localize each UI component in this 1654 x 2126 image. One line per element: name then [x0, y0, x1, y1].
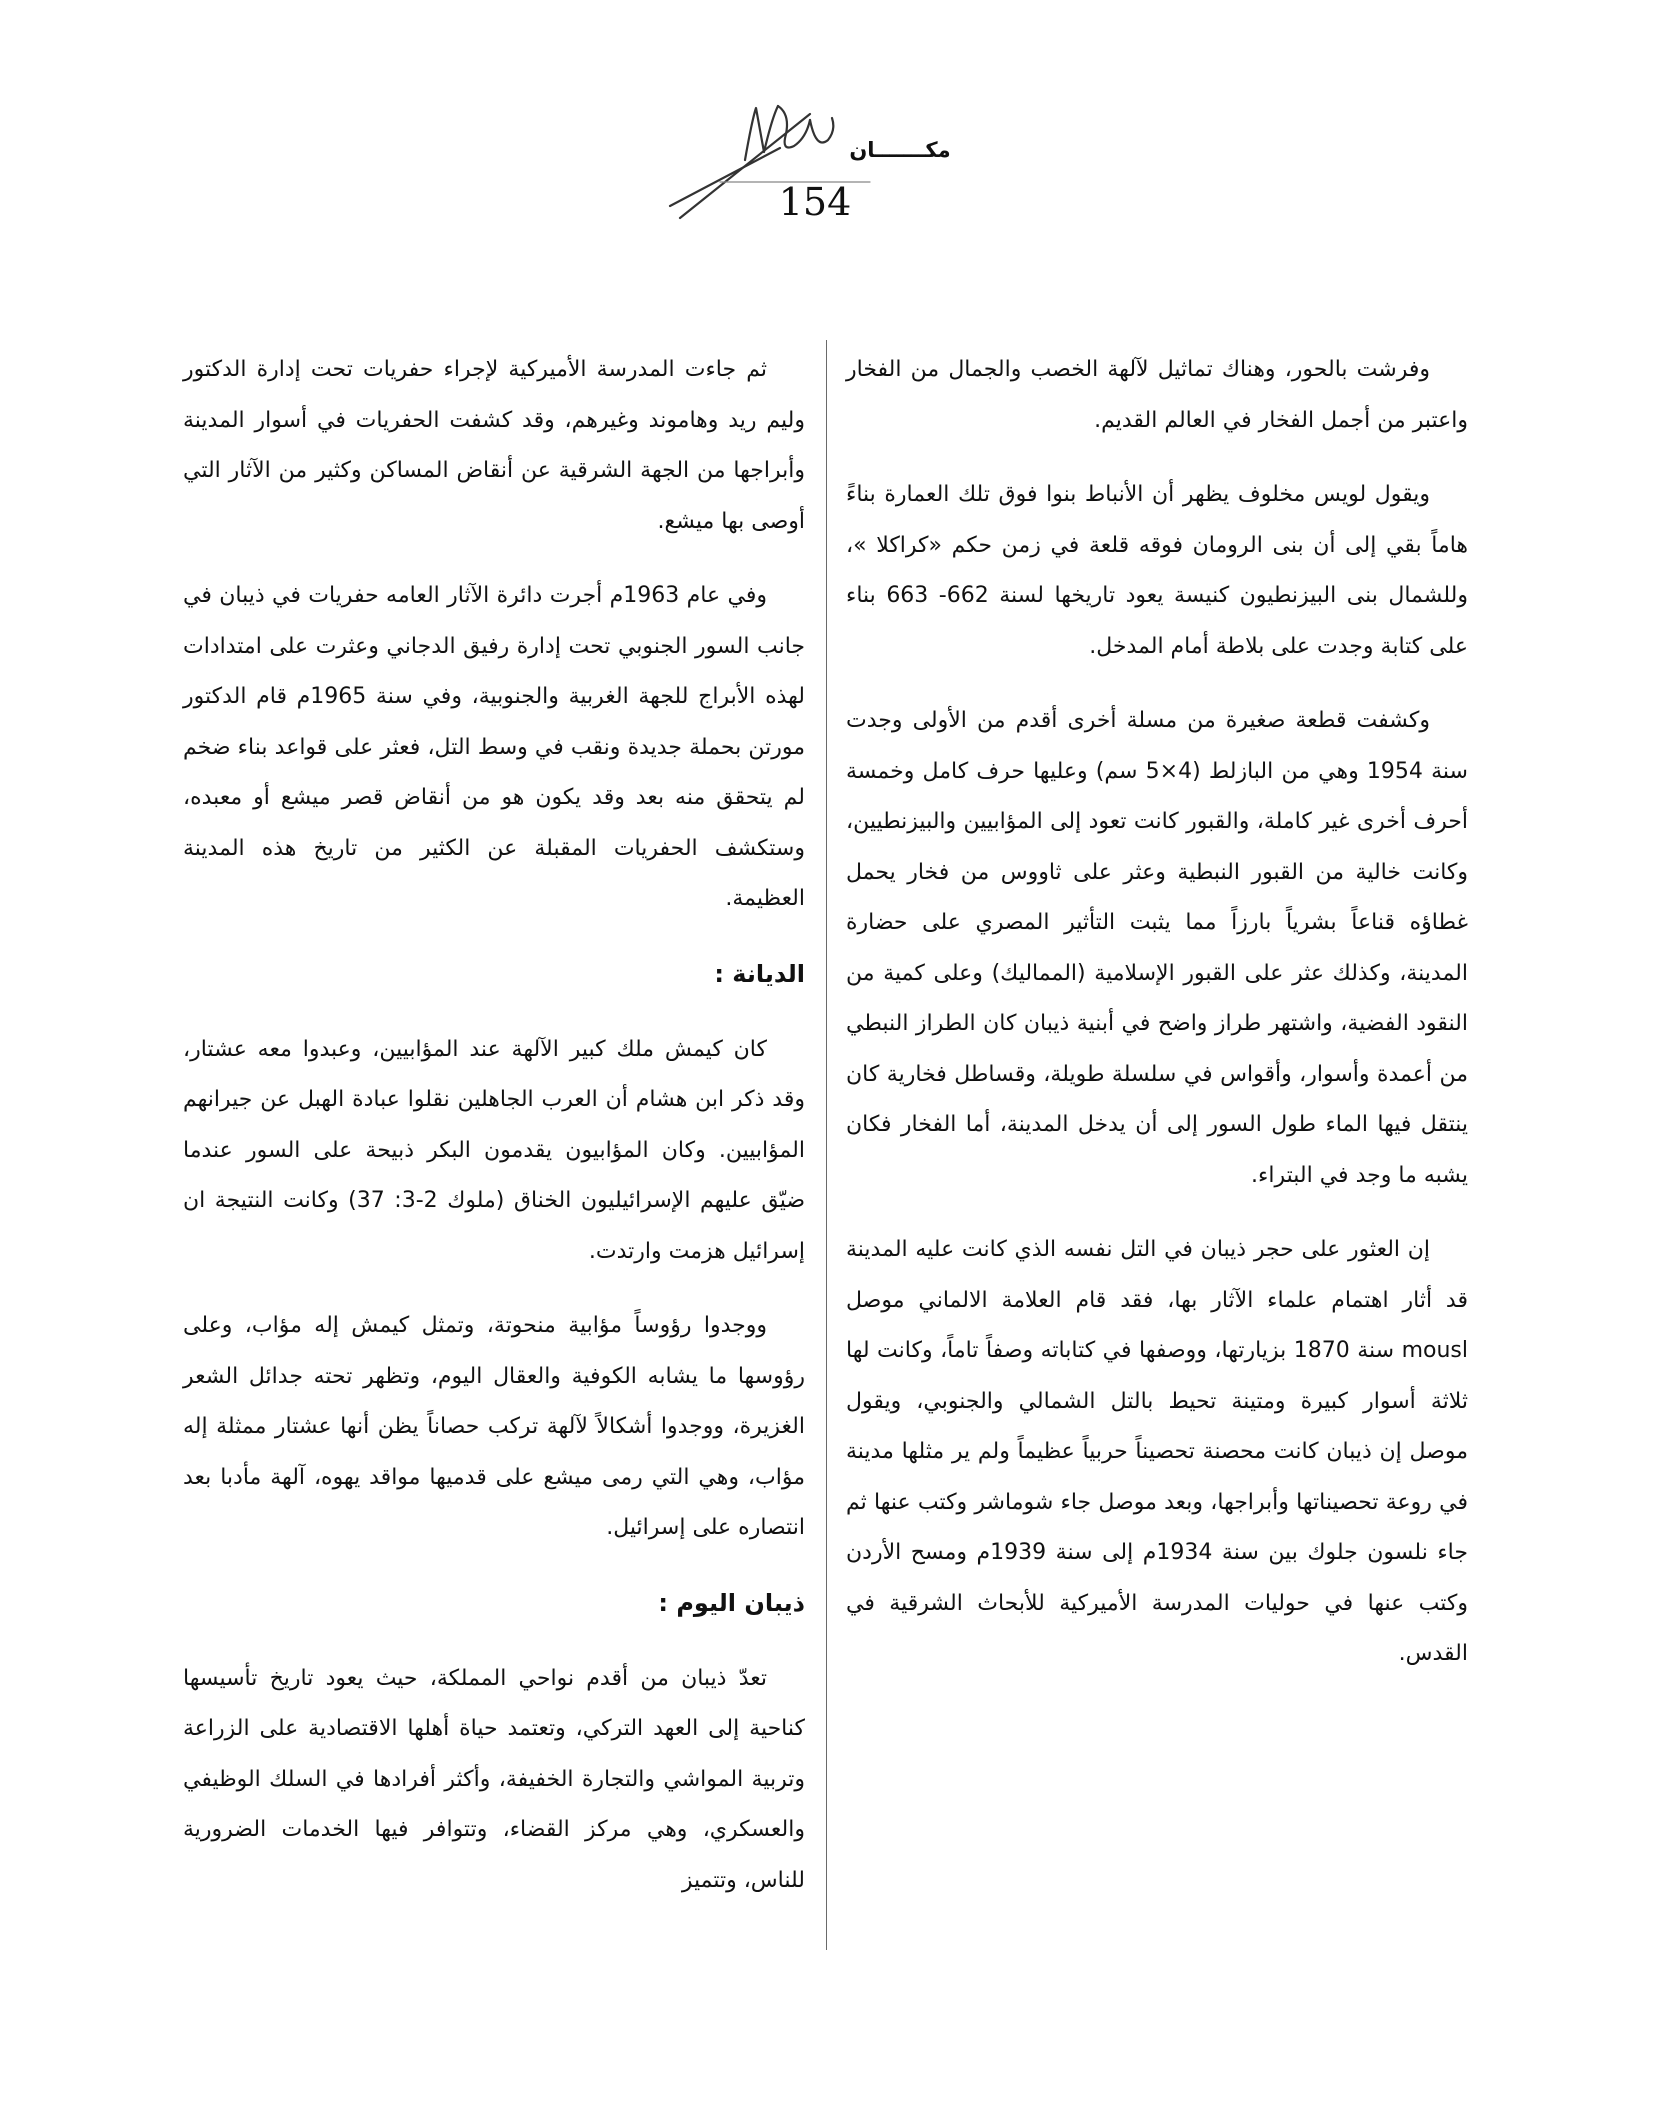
page-header: [0, 0, 1654, 260]
magazine-name: مكـــــــان: [849, 138, 951, 162]
paragraph: وفرشت بالحور، وهناك تماثيل لآلهة الخصب والجمال من الفخار واعتبر من أجمل الفخار في العالم القديم.: [846, 357, 1468, 433]
paragraph: وكشفت قطعة صغيرة من مسلة أخرى أقدم من الأولى وجدت سنة 1954 وهي من البازلط (4×5 سم) وعليها حرف كامل وخمسة أحرف أخرى غير كاملة، والقبور كانت تعود إلى المؤابيين والبيزنطيين، وكانت خالية من القبور النبطية وعثر على ثاووس من فخار يحمل غطاؤه قناعاً بشرياً بارزاً مما يثبت التأثير المصري على حضارة المدينة، وكذلك عثر على القبور الإسلامية (المماليك) وعلى كمية من النقود الفضية، واشتهر طراز واضح في أبنية ذيبان كان الطراز النبطي من أعمدة وأسوار، وأقواس في سلسلة طويلة، وقساطل فخارية كان ينتقل فيها الماء طول السور إلى أن يدخل المدينة، أما الفخار فكان يشبه ما وجد في البتراء.: [846, 708, 1468, 1188]
paragraph: إن العثور على حجر ذيبان في التل نفسه الذي كانت عليه المدينة قد أثار اهتمام علماء الآثار بها، فقد قام العلامة الالماني موصل mousl سنة 1870 بزيارتها، ووصفها في كتاباته وصفاً تاماً، وكانت لها ثلاثة أسوار كبيرة ومتينة تحيط بالتل الشمالي والجنوبي، ويقول موصل إن ذيبان كانت محصنة تحصيناً حربياً عظيماً ولم ير مثلها مدينة في روعة تحصيناتها وأبراجها، وبعد موصل جاء شوماشر وكتب عنها ثم جاء نلسون جلوك بين سنة 1934م إلى سنة 1939م ومسح الأردن وكتب عنها في حوليات المدرسة الأميركية للأبحاث الشرقية في القدس.: [846, 1237, 1468, 1666]
left-column: [183, 345, 805, 1930]
column-divider: [826, 340, 827, 1950]
paragraph: تعدّ ذيبان من أقدم نواحي المملكة، حيث يعود تاريخ تأسيسها كناحية إلى العهد التركي، وتعتمد حياة أهلها الاقتصادية على الزراعة وتربية المواشي والتجارة الخفيفة، وأكثر أفرادها في السلك الوظيفي والعسكري، وهي مركز القضاء، وتتوافر فيها الخدمات الضرورية للناس، وتتميز: [183, 1665, 805, 1893]
paragraph: وفي عام 1963م أجرت دائرة الآثار العامه حفريات في ذيبان في جانب السور الجنوبي تحت إدارة رفيق الدجاني وعثرت على امتدادات لهذه الأبراج للجهة الغربية والجنوبية، وفي سنة 1965م قام الدكتور مورتن بحملة جديدة ونقب في وسط التل، فعثر على قواعد بناء ضخم لم يتحقق منه بعد وقد يكون هو من أنقاض قصر ميشع أو معبده، وستكشف الحفريات المقبلة عن الكثير من تاريخ هذه المدينة العظيمة.: [183, 583, 805, 911]
page-number: 154: [778, 180, 852, 224]
paragraph: ويقول لويس مخلوف يظهر أن الأنباط بنوا فوق تلك العمارة بناءً هاماً بقي إلى أن بنى الرومان فوقه قلعة في زمن حكم «كراكلا »، وللشمال بنى البيزنطيون كنيسة يعود تاريخها لسنة 662- 663 بناء على كتابة وجدت على بلاطة أمام المدخل.: [846, 482, 1468, 659]
paragraph: ثم جاءت المدرسة الأميركية لإجراء حفريات تحت إدارة الدكتور وليم ريد وهاموند وغيرهم، وقد كشفت الحفريات في أسوار المدينة وأبراجها من الجهة الشرقية عن أنقاض المساكن وكثير من الآثار التي أوصى بها ميشع.: [183, 357, 805, 534]
paragraph: ووجدوا رؤوساً مؤابية منحوتة، وتمثل كيمش إله مؤاب، وعلى رؤوسها ما يشابه الكوفية والعقال اليوم، وتظهر تحته جدائل الشعر الغزيرة، ووجدوا أشكالاً لآلهة تركب حصاناً يظن أنها عشتار ممثلة إله مؤاب، وهي التي رمى ميشع على قدميها مواقد يهوه، آلهة مأدبا بعد انتصاره على إسرائيل.: [183, 1313, 805, 1540]
section-heading-religion: الديانة :: [714, 959, 805, 988]
paragraph: كان كيمش ملك كبير الآلهة عند المؤابيين، وعبدوا معه عشتار، وقد ذكر ابن هشام أن العرب الجاهلين نقلوا عبادة الهبل عن جيرانهم المؤابيين. وكان المؤابيون يقدمون البكر ذبيحة على السور عندما ضيّق عليهم الإسرائيليون الخناق (ملوك 2-3: 37) وكانت النتيجة ان إسرائيل هزمت وارتدت.: [183, 1036, 806, 1264]
section-heading-dhiban-today: ذيبان اليوم :: [658, 1588, 805, 1617]
right-column: [846, 345, 1468, 1704]
